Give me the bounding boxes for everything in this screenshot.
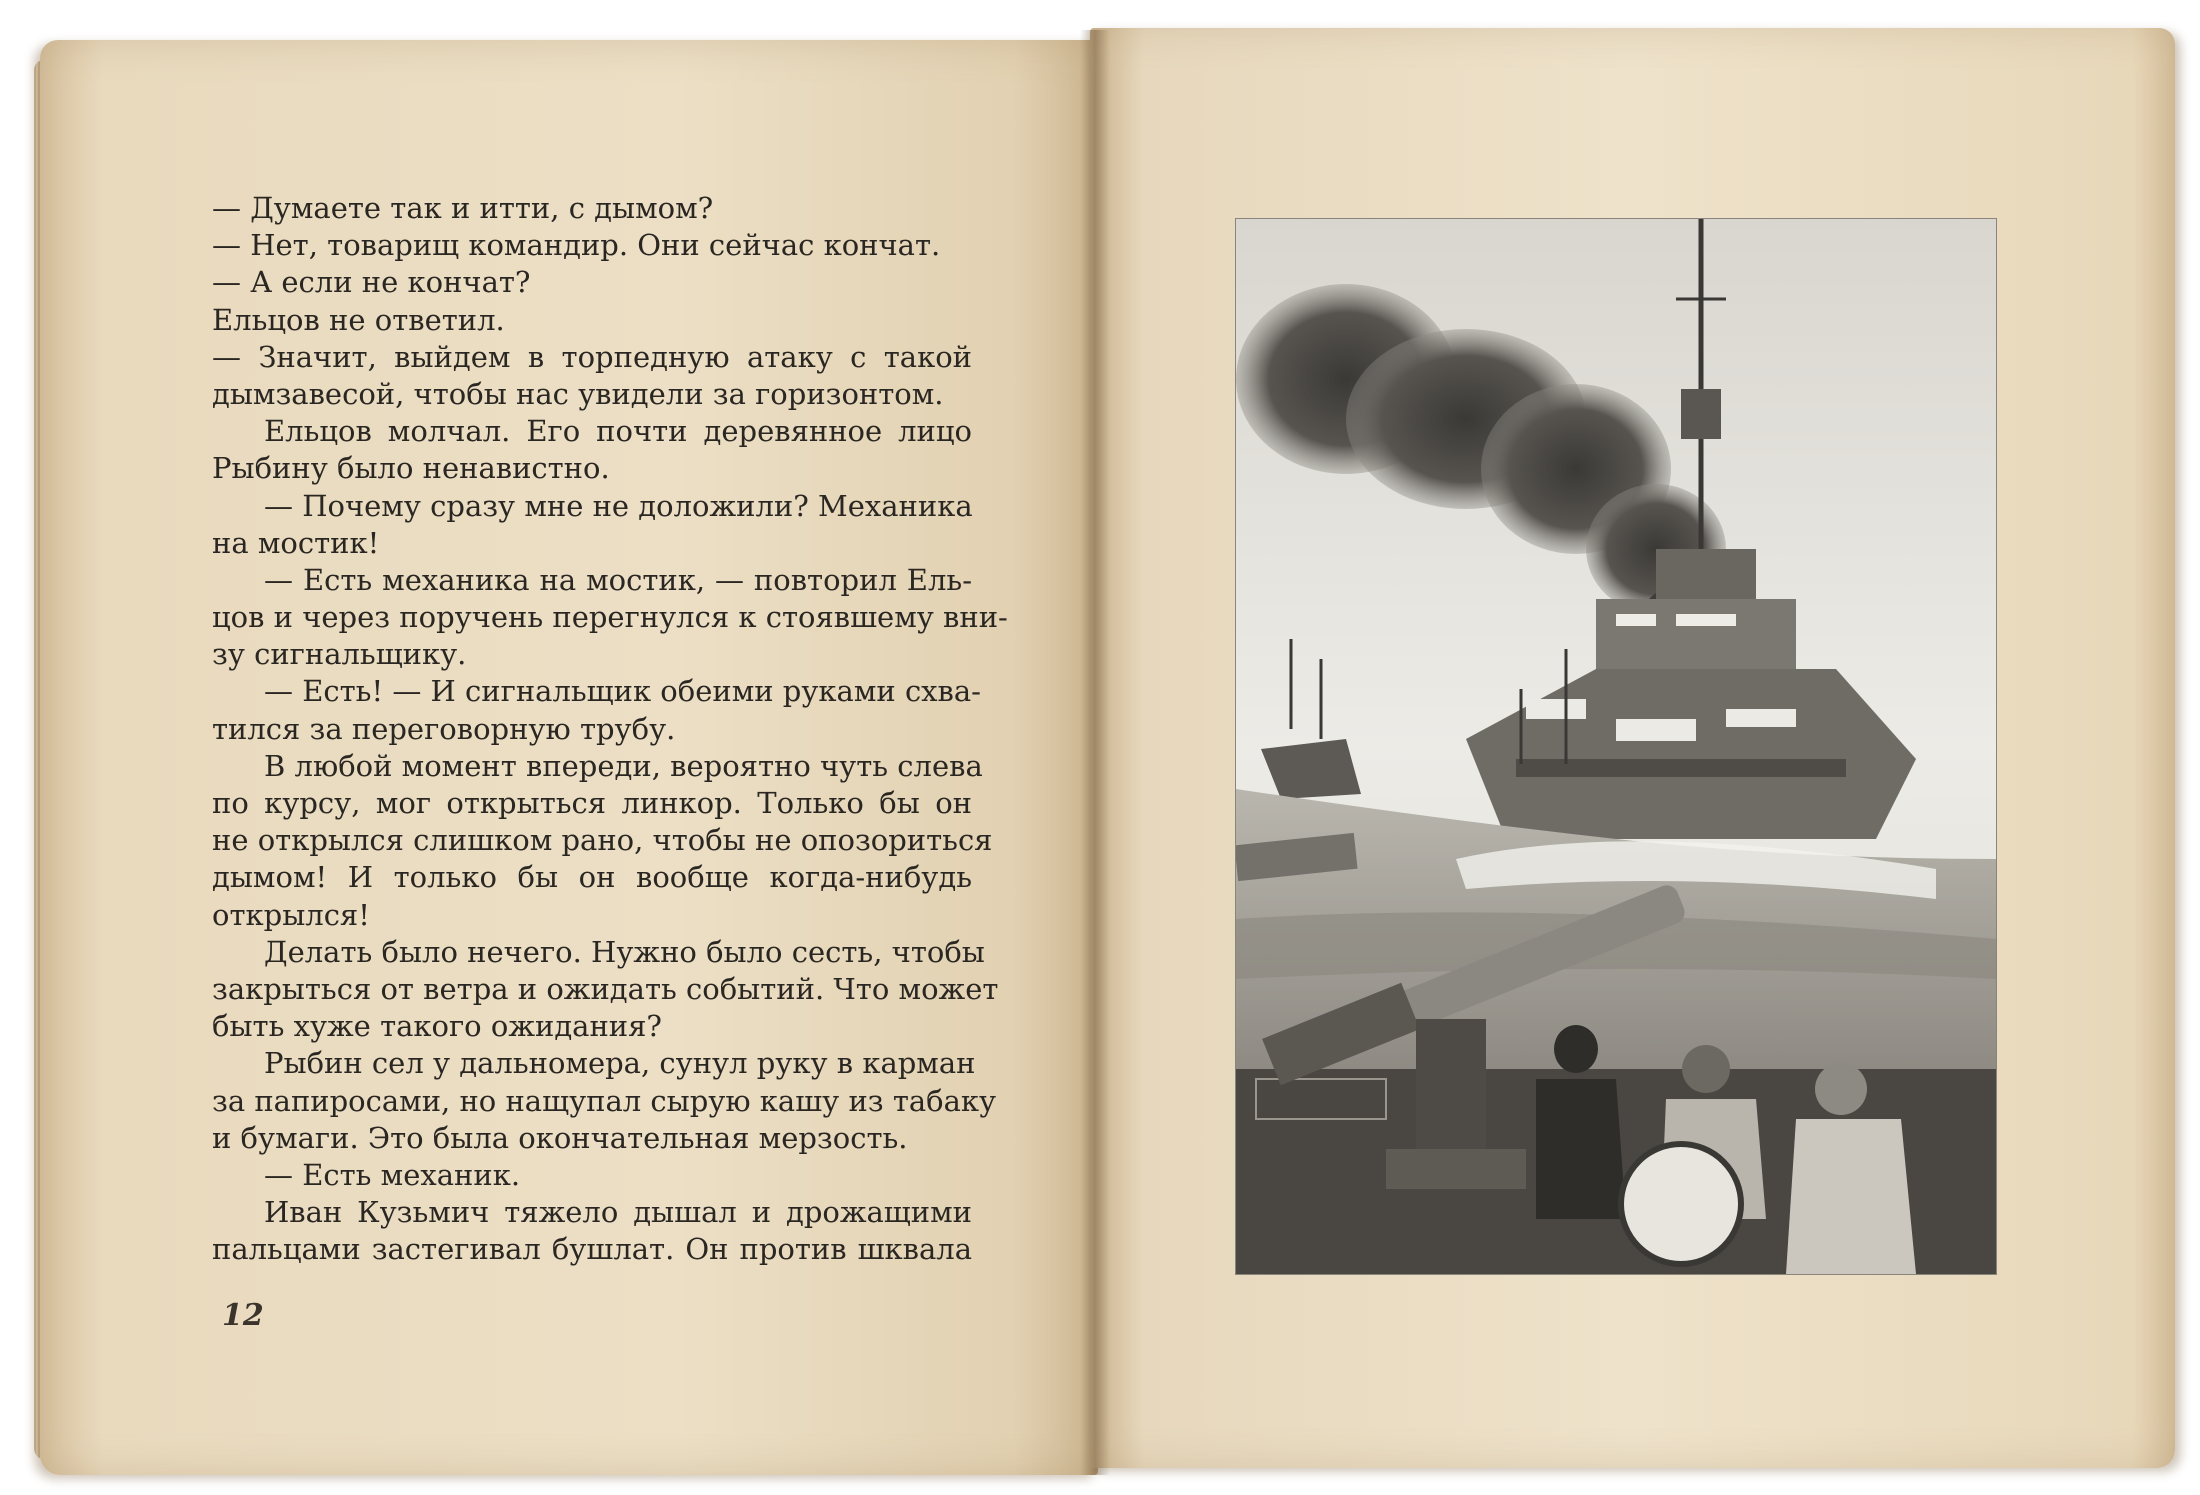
text-line: — Есть! — И сигнальщик обеими руками схва- — [264, 674, 981, 709]
text-line: открылся! — [212, 897, 370, 932]
text-line: Рыбин сел у дальномера, сунул руку в карман — [264, 1046, 976, 1081]
text-line: — Нет, товарищ командир. Они сейчас кончат. — [212, 228, 941, 263]
text-line: Иван Кузьмич тяжело дышал и дрожащими — [264, 1195, 972, 1230]
text-line: за папиросами, но нащупал сырую кашу из табаку — [212, 1083, 997, 1118]
text-line: по курсу, мог открыться линкор. Только бы он — [212, 786, 972, 820]
text-line: не открылся слишком рано, чтобы не опозориться — [212, 823, 993, 858]
text-line: — А если не кончат? — [212, 265, 531, 300]
text-line: закрыться от ветра и ожидать событий. Что может — [212, 971, 999, 1006]
text-line: на мостик! — [212, 525, 380, 560]
illustration-art — [1236, 219, 1996, 1274]
left-page-text — [212, 190, 1008, 1268]
text-line: зу сигнальщику. — [212, 637, 467, 672]
text-line: и бумаги. Это была окончательная мерзость. — [212, 1120, 908, 1155]
text-line: — Думаете так и итти, с дымом? — [212, 191, 714, 225]
text-line: цов и через поручень перегнулся к стоявшему вни- — [212, 600, 1008, 635]
page-number: 12 — [222, 1298, 264, 1333]
text-line: дымом! И только бы он вообще когда-нибудь — [212, 860, 972, 895]
book-gutter — [1080, 30, 1110, 1475]
text-line: — Есть механик. — [264, 1157, 521, 1192]
text-line: Делать было нечего. Нужно было сесть, чтобы — [264, 934, 985, 969]
text-line: Ельцов молчал. Его почти деревянное лицо — [264, 414, 972, 449]
text-line: дымзавесой, чтобы нас увидели за горизонтом. — [212, 376, 944, 411]
text-line: Ельцов не ответил. — [212, 302, 505, 337]
battleship-illustration — [1235, 218, 1997, 1275]
text-line: Рыбину было ненавистно. — [212, 451, 610, 486]
text-line: В любой момент впереди, вероятно чуть слева — [264, 748, 983, 783]
text-line: быть хуже такого ожидания? — [212, 1009, 662, 1044]
text-line: — Значит, выйдем в торпедную атаку с такой — [212, 339, 972, 374]
text-line: — Есть механика на мостик, — повторил Ель- — [264, 562, 972, 597]
text-line: тился за переговорную трубу. — [212, 711, 676, 746]
text-line: пальцами застегивал бушлат. Он против шквала — [212, 1232, 972, 1267]
text-line: — Почему сразу мне не доложили? Механика — [264, 488, 973, 523]
